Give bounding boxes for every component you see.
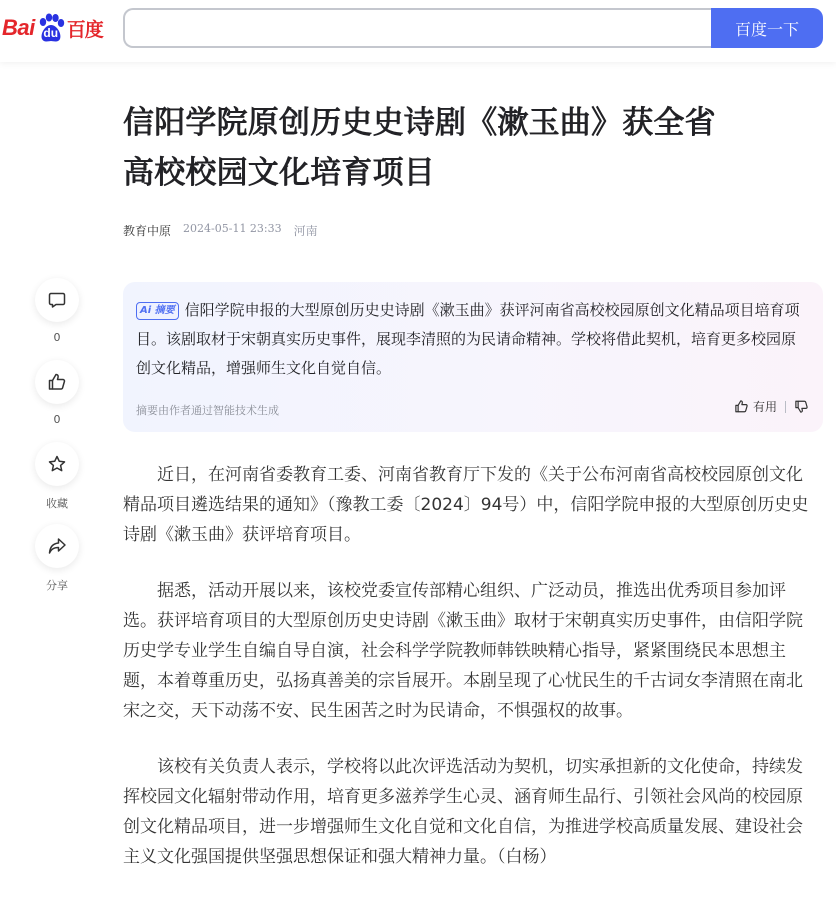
- ai-summary-badge: Ai 摘要: [136, 302, 179, 320]
- useful-label: 有用: [752, 400, 777, 414]
- comment-icon: [47, 290, 67, 310]
- ai-summary-card: [123, 282, 823, 432]
- favorite-action: [33, 442, 81, 511]
- logo-du-text: du: [43, 26, 59, 40]
- share-icon: [47, 536, 67, 556]
- star-icon: [47, 454, 67, 474]
- logo-latin-text: Bai: [2, 15, 35, 40]
- logo-cn-text: 百度: [66, 18, 103, 41]
- comment-count: 0: [53, 331, 61, 344]
- like-action: [33, 360, 81, 426]
- article-title: [123, 98, 823, 198]
- thumbs-up-small-icon: [734, 399, 749, 414]
- thumbs-down-small-icon: [794, 399, 809, 414]
- article-time: 2024-05-11 23:33: [183, 222, 282, 235]
- baidu-logo[interactable]: [2, 10, 108, 46]
- ai-summary-text: 信阳学院申报的大型原创历史史诗剧《漱玉曲》获评河南省高校校园原创文化精品项目培育项目。该剧取材于宋朝真实历史事件，展现李清照的为民请命精神。学校将借此契机，培育更多校园原创文化精品，增强师生文化自觉自信。: [136, 301, 800, 377]
- article-title-line1: 信阳学院原创历史史诗剧《漱玉曲》获全省: [123, 105, 716, 141]
- not-useful-button[interactable]: [794, 399, 809, 414]
- comment-action: [33, 278, 81, 344]
- ai-summary-text-block: [136, 296, 806, 383]
- search-button[interactable]: 百度一下: [711, 8, 823, 48]
- article-paragraph: 该校有关负责人表示，学校将以此次评选活动为契机，切实承担新的文化使命，持续发挥校园文化辐射带动作用，培育更多滋养学生心灵、涵育师生品行、引领社会风尚的校园原创文化精品项目，进一步增强师生文化自觉和文化自信，为推进学校高质量发展、建设社会主义文化强国提供坚强思想保证和强大精神力量。（白杨）: [123, 757, 803, 867]
- useful-button[interactable]: [734, 398, 777, 415]
- article-location: 河南: [293, 224, 318, 238]
- article-title-line2: 高校校园文化培育项目: [123, 155, 435, 191]
- article-body: [123, 460, 813, 898]
- summary-feedback: [734, 398, 809, 415]
- article-paragraph: 据悉，活动开展以来，该校党委宣传部精心组织、广泛动员，推选出优秀项目参加评选。获评培育项目的大型原创历史史诗剧《漱玉曲》取材于宋朝真实历史事件，由信阳学院历史学专业学生自编自导自演，社会科学学院教师韩铁映精心指导，紧紧围绕民本思想主题，本着尊重历史，弘扬真善美的宗旨展开。本剧呈现了心忧民生的千古词女李清照在南北宋之交，天下动荡不安、民生困苦之时为民请命，不惧强权的故事。: [123, 581, 803, 721]
- like-count: 0: [53, 413, 61, 426]
- feedback-divider: [785, 401, 786, 413]
- paw-icon: [36, 13, 66, 43]
- top-header: [0, 0, 836, 62]
- ai-summary-note: 摘要由作者通过智能技术生成: [136, 404, 279, 417]
- share-action: [33, 524, 81, 593]
- share-label: 分享: [46, 579, 68, 592]
- search-input[interactable]: [125, 10, 711, 46]
- like-button[interactable]: [35, 360, 79, 404]
- article-paragraph: 近日，在河南省委教育工委、河南省教育厅下发的《关于公布河南省高校校园原创文化精品项目遴选结果的通知》（豫教工委〔2024〕94号）中，信阳学院申报的大型原创历史史诗剧《漱玉曲》获评培育项目。: [123, 465, 809, 545]
- article-source[interactable]: 教育中原: [123, 224, 172, 238]
- article-meta: [123, 222, 318, 239]
- share-button[interactable]: [35, 524, 79, 568]
- thumbs-up-icon: [47, 372, 67, 392]
- search-box: [123, 8, 711, 48]
- comment-button[interactable]: [35, 278, 79, 322]
- favorite-label: 收藏: [46, 497, 68, 510]
- favorite-button[interactable]: [35, 442, 79, 486]
